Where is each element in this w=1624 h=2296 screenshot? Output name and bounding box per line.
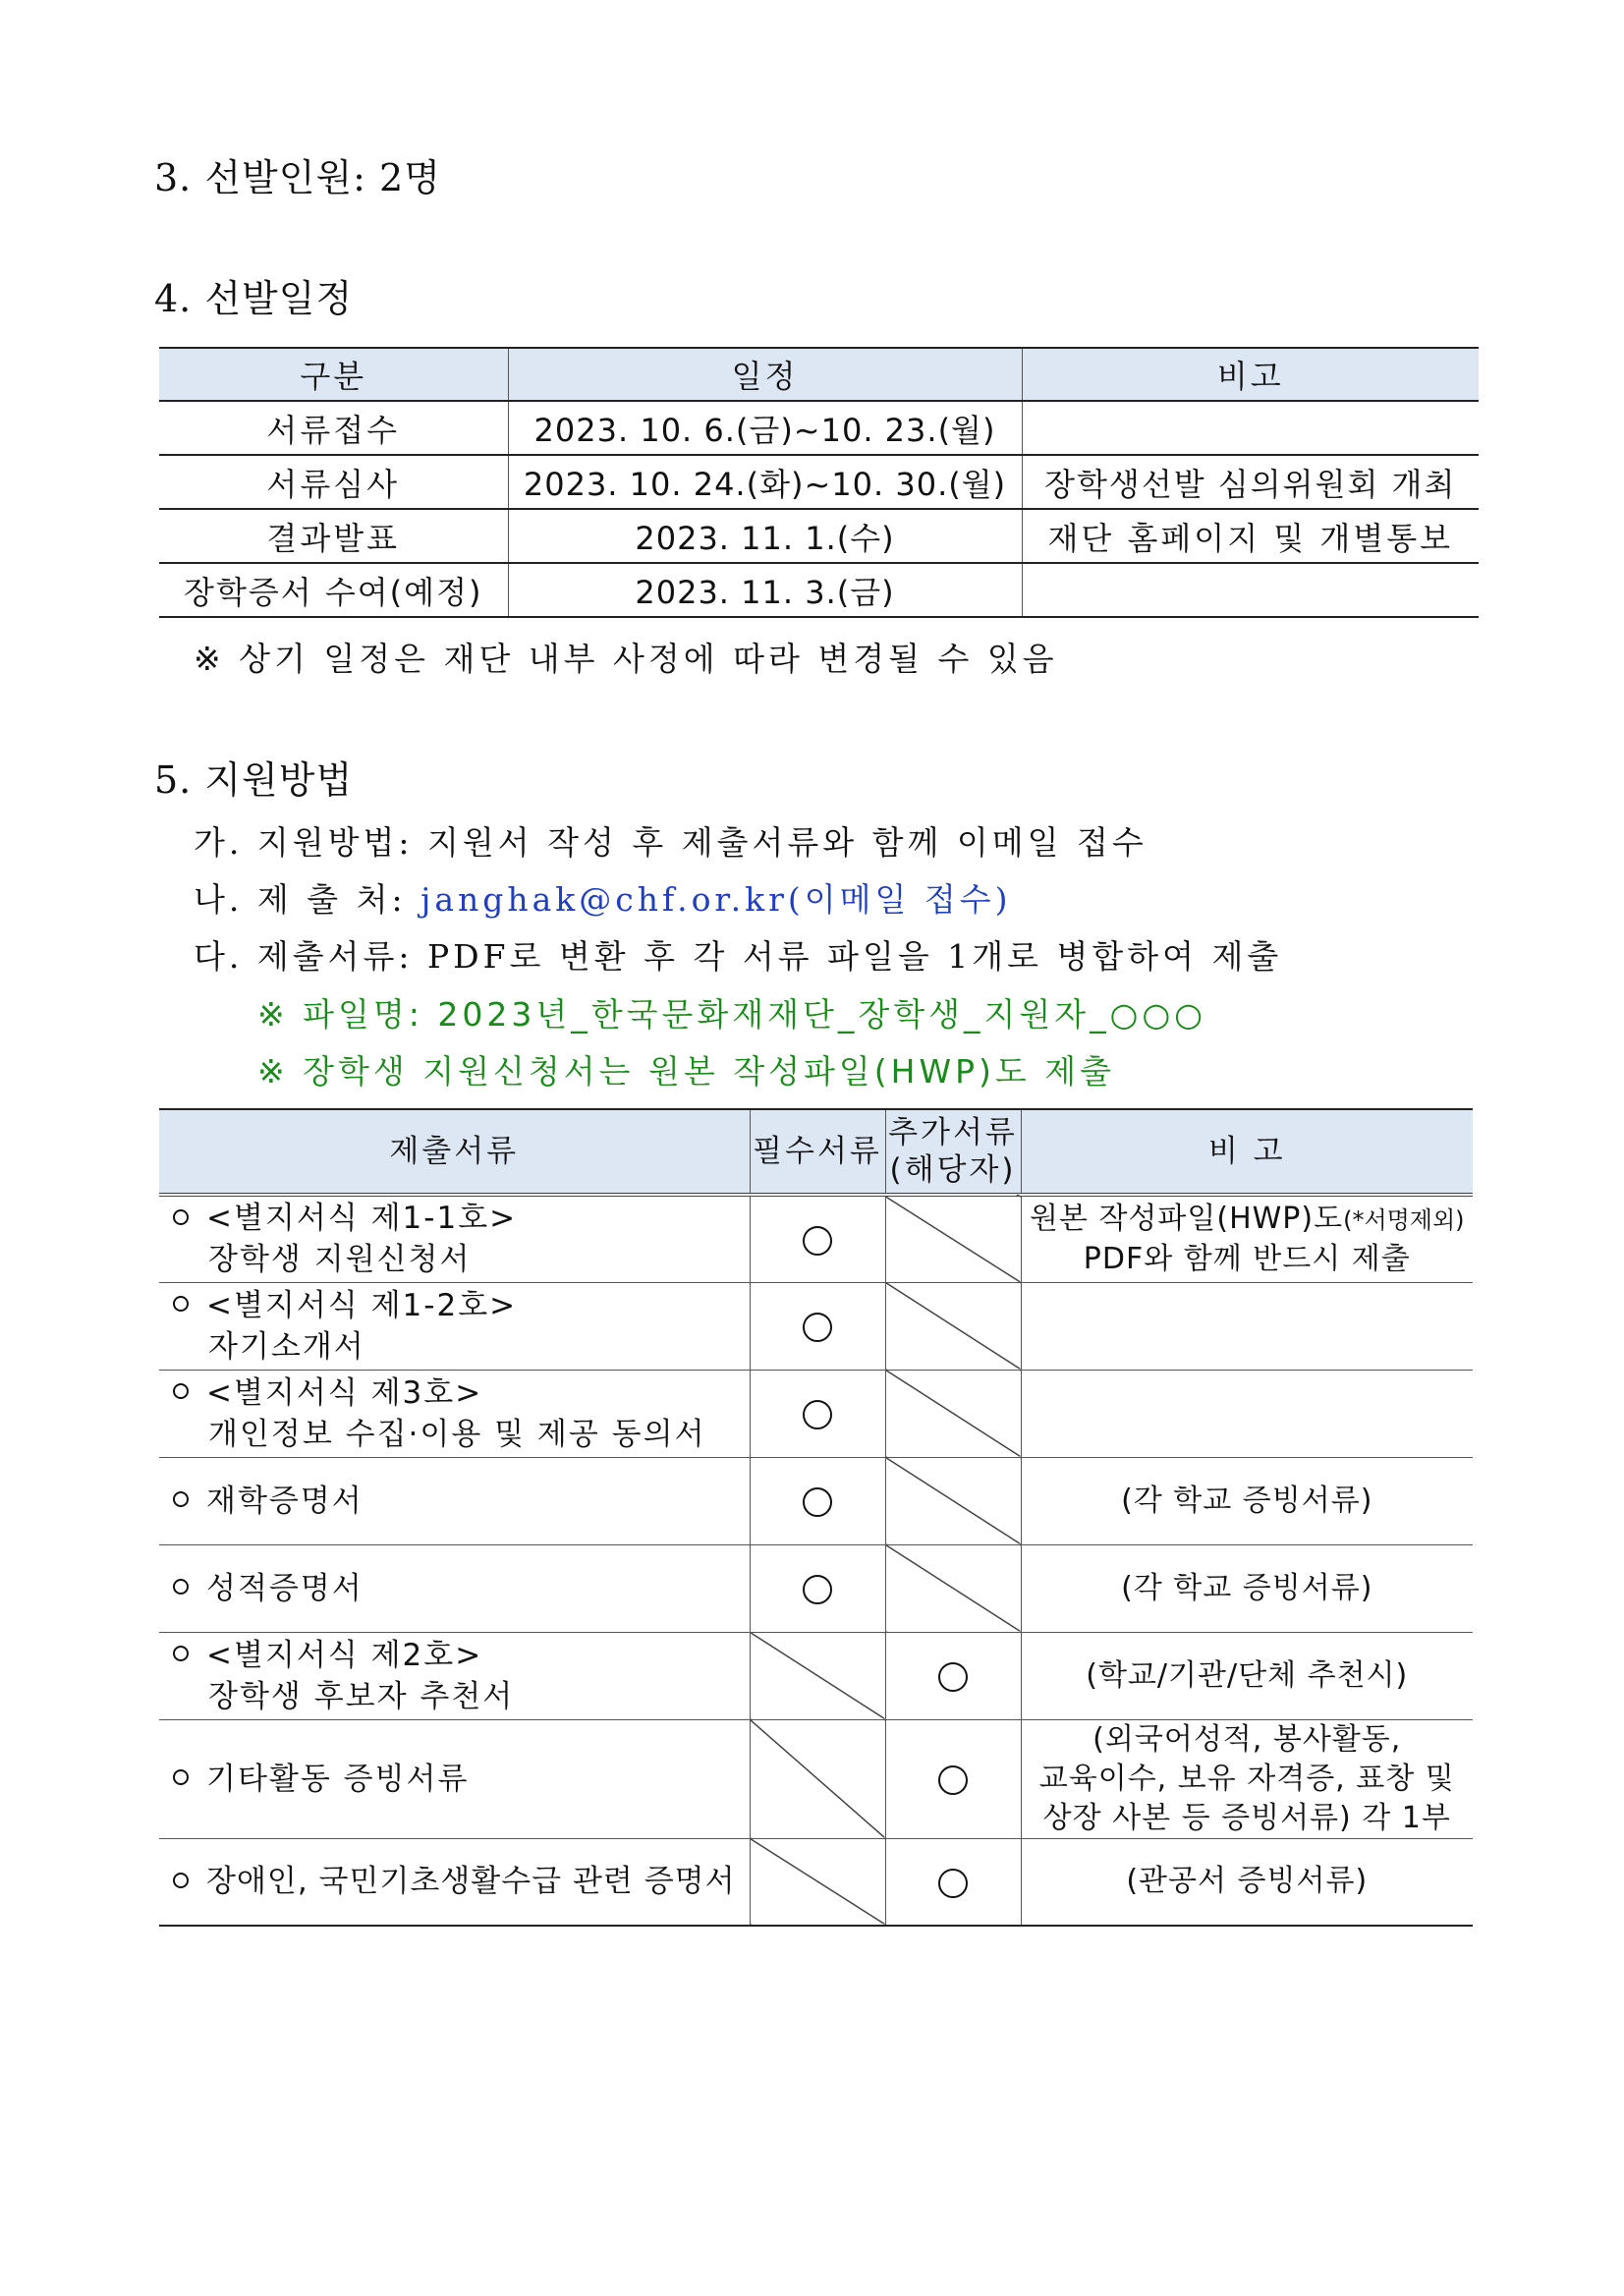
- required-cell: [750, 1544, 885, 1632]
- docs-header-extra-2: (해당자): [889, 1152, 1017, 1188]
- circle-mark-icon: [803, 1575, 832, 1604]
- bullet-icon: [173, 1491, 189, 1507]
- schedule-note: [1022, 563, 1479, 617]
- circle-mark-icon: [803, 1400, 832, 1429]
- bullet-icon: [173, 1769, 189, 1785]
- section5-title: 5. 지원방법: [154, 758, 354, 802]
- schedule-note: 재단 홈페이지 및 개별통보: [1022, 509, 1479, 563]
- submit-email-link[interactable]: janghak@chf.or.kr(이메일 접수): [420, 880, 1012, 919]
- documents-table: [159, 1108, 1473, 1927]
- extra-cell-na: [885, 1282, 1021, 1370]
- required-cell: [750, 1457, 885, 1544]
- docs-header-note: 비 고: [1021, 1109, 1473, 1195]
- table-row: [159, 509, 1479, 563]
- doc-note: (각 학교 증빙서류): [1021, 1457, 1473, 1544]
- extra-cell: [885, 1838, 1021, 1926]
- schedule-category: 장학증서 수여(예정): [159, 563, 508, 617]
- schedule-table: [159, 347, 1479, 618]
- table-row: [159, 1457, 1473, 1544]
- section3-title: 3. 선발인원: 2명: [154, 156, 441, 199]
- required-cell: [750, 1370, 885, 1457]
- docs-header-required: 필수서류: [750, 1109, 885, 1195]
- table-row: [159, 1544, 1473, 1632]
- doc-name: 기타활동 증빙서류: [159, 1719, 750, 1838]
- doc-name: <별지서식 제2호> 장학생 후보자 추천서: [159, 1632, 750, 1719]
- docs-header-row: [159, 1109, 1473, 1195]
- doc-name: <별지서식 제1-2호> 자기소개서: [159, 1282, 750, 1370]
- bullet-icon: [173, 1646, 189, 1661]
- doc-name: <별지서식 제3호> 개인정보 수집·이용 및 제공 동의서: [159, 1370, 750, 1457]
- schedule-note: [1022, 401, 1479, 455]
- schedule-header-note: 비고: [1022, 348, 1479, 401]
- schedule-header-row: [159, 348, 1479, 401]
- doc-note: [1021, 1370, 1473, 1457]
- bullet-icon: [173, 1579, 189, 1595]
- table-row: [159, 1370, 1473, 1457]
- table-row: [159, 1719, 1473, 1838]
- doc-name: 재학증명서: [159, 1457, 750, 1544]
- circle-mark-icon: [803, 1487, 832, 1517]
- bullet-icon: [173, 1873, 189, 1888]
- schedule-category: 서류심사: [159, 455, 508, 509]
- docs-header-extra-1: 추가서류: [888, 1115, 1018, 1150]
- docs-header-doc: 제출서류: [159, 1109, 750, 1195]
- table-row: [159, 563, 1479, 617]
- doc-note: [1021, 1282, 1473, 1370]
- schedule-category: 서류접수: [159, 401, 508, 455]
- doc-note: (관공서 증빙서류): [1021, 1838, 1473, 1926]
- doc-name: <별지서식 제1-1호> 장학생 지원신청서: [159, 1195, 750, 1282]
- hwp-notice: ※ 장학생 지원신청서는 원본 작성파일(HWP)도 제출: [257, 1052, 1115, 1091]
- schedule-header-date: 일정: [508, 348, 1022, 401]
- doc-note: (학교/기관/단체 추천시): [1021, 1632, 1473, 1719]
- schedule-date: 2023. 10. 24.(화)~10. 30.(월): [508, 455, 1022, 509]
- circle-mark-icon: [938, 1869, 968, 1898]
- docs-header-extra: [885, 1109, 1021, 1195]
- circle-mark-icon: [803, 1313, 832, 1342]
- doc-note: (외국어성적, 봉사활동, 교육이수, 보유 자격증, 표창 및 상장 사본 등 증빙서류) 각 1부: [1021, 1719, 1473, 1838]
- schedule-date: 2023. 10. 6.(금)~10. 23.(월): [508, 401, 1022, 455]
- submit-docs-item: 다. 제출서류: PDF로 변환 후 각 서류 파일을 1개로 병합하여 제출: [194, 937, 1283, 976]
- doc-note: 원본 작성파일(HWP)도(*서명제외) PDF와 함께 반드시 제출: [1021, 1195, 1473, 1282]
- required-cell-na: [750, 1719, 885, 1838]
- extra-cell-na: [885, 1457, 1021, 1544]
- circle-mark-icon: [803, 1226, 832, 1256]
- table-row: [159, 1838, 1473, 1926]
- filename-notice: ※ 파일명: 2023년_한국문화재재단_장학생_지원자_○○○: [257, 995, 1207, 1034]
- bullet-icon: [173, 1383, 189, 1399]
- extra-cell: [885, 1632, 1021, 1719]
- table-row: [159, 401, 1479, 455]
- table-row: [159, 1632, 1473, 1719]
- required-cell: [750, 1282, 885, 1370]
- required-cell-na: [750, 1632, 885, 1719]
- submit-to-item: [194, 874, 1011, 921]
- bullet-icon: [173, 1296, 189, 1312]
- doc-name: 성적증명서: [159, 1544, 750, 1632]
- circle-mark-icon: [938, 1765, 968, 1795]
- extra-cell-na: [885, 1195, 1021, 1282]
- extra-cell-na: [885, 1544, 1021, 1632]
- circle-mark-icon: [938, 1662, 968, 1692]
- schedule-remark: ※ 상기 일정은 재단 내부 사정에 따라 변경될 수 있음: [194, 640, 1058, 678]
- schedule-date: 2023. 11. 1.(수): [508, 509, 1022, 563]
- schedule-header-category: 구분: [159, 348, 508, 401]
- submit-to-label: 나. 제 출 처:: [194, 880, 421, 919]
- extra-cell: [885, 1719, 1021, 1838]
- table-row: [159, 1195, 1473, 1282]
- section4-title: 4. 선발일정: [154, 277, 354, 320]
- doc-note: (각 학교 증빙서류): [1021, 1544, 1473, 1632]
- extra-cell-na: [885, 1370, 1021, 1457]
- table-row: [159, 1282, 1473, 1370]
- schedule-note: 장학생선발 심의위원회 개최: [1022, 455, 1479, 509]
- bullet-icon: [173, 1209, 189, 1225]
- schedule-category: 결과발표: [159, 509, 508, 563]
- required-cell: [750, 1195, 885, 1282]
- schedule-date: 2023. 11. 3.(금): [508, 563, 1022, 617]
- apply-method-item: 가. 지원방법: 지원서 작성 후 제출서류와 함께 이메일 접수: [194, 823, 1148, 862]
- required-cell-na: [750, 1838, 885, 1926]
- table-row: [159, 455, 1479, 509]
- doc-name: 장애인, 국민기초생활수급 관련 증명서: [159, 1838, 750, 1926]
